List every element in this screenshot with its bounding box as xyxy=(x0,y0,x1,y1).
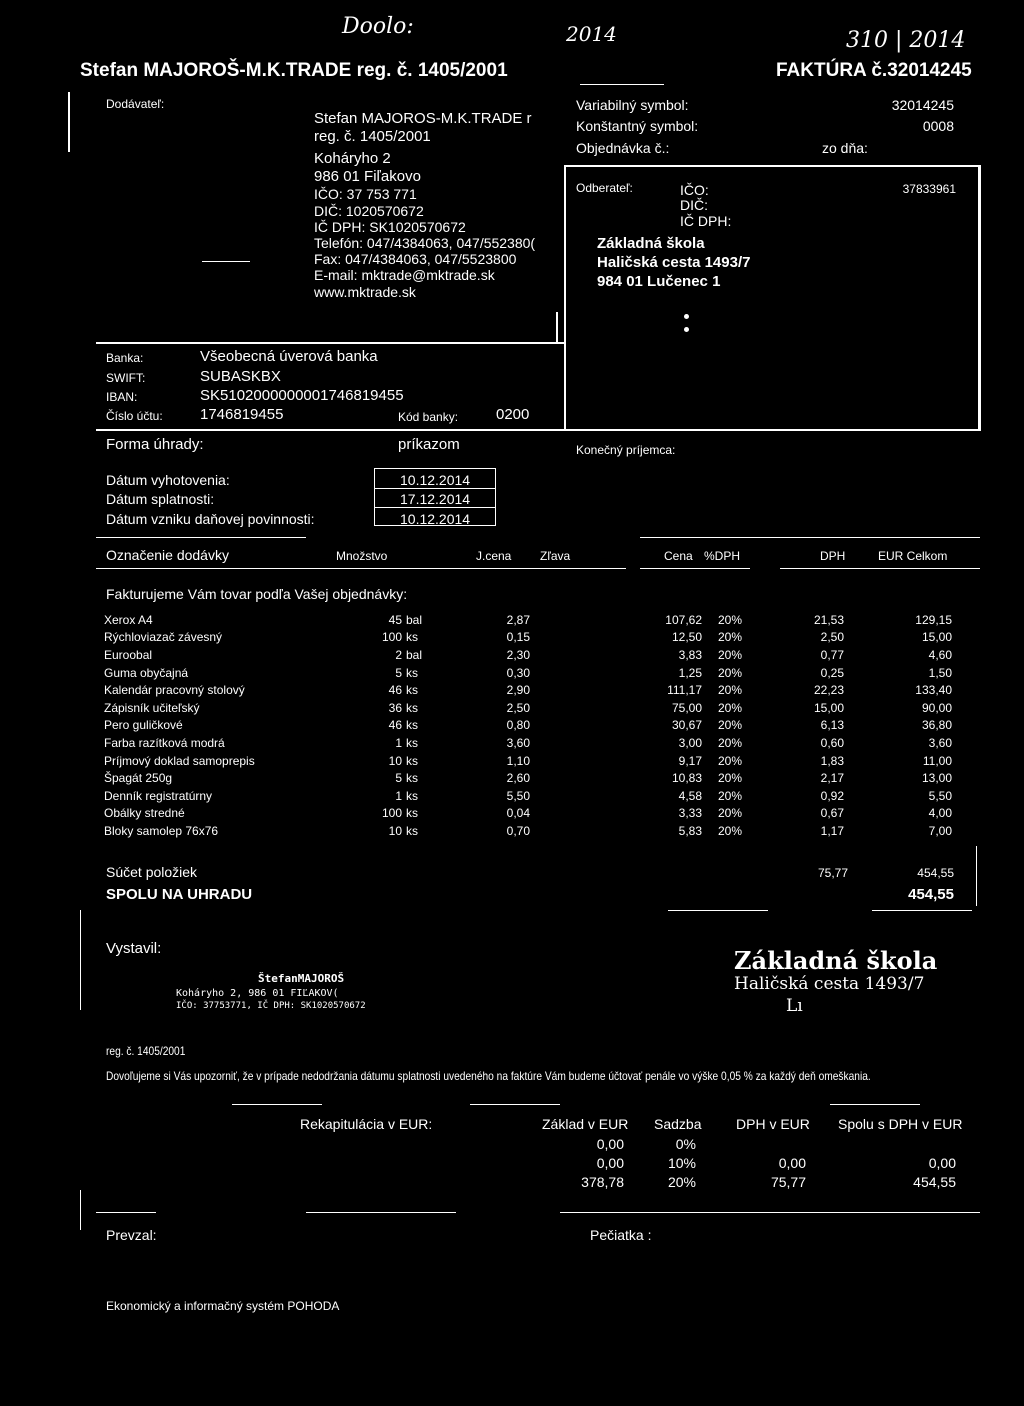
bank-code-value: 0200 xyxy=(496,406,530,423)
divider xyxy=(96,568,626,569)
items-total-vat: 75,77 xyxy=(817,866,848,880)
customer-name: Základná škola xyxy=(597,235,705,252)
supplier-email: E-mail: mktrade@mktrade.sk xyxy=(314,267,495,283)
divider xyxy=(470,1104,560,1105)
cell-name: Denník registratúrny xyxy=(104,788,213,803)
col-header-total: EUR Celkom xyxy=(878,549,948,563)
cell-dph: 2,50 xyxy=(820,630,844,645)
cell-qty: 46 xyxy=(388,718,402,733)
cell-vat: 20% xyxy=(717,771,742,786)
cell-name: Kalendár pracovný stolový xyxy=(104,683,245,698)
supplier-web: www.mktrade.sk xyxy=(314,284,416,300)
cell-qty: 5 xyxy=(395,771,402,786)
cell-name: Zápisník učiteľský xyxy=(104,700,200,715)
cell-total: 3,00 xyxy=(678,735,702,750)
iban-value: SK5102000000001746819455 xyxy=(200,387,404,404)
cell-price: 0,80 xyxy=(506,718,530,733)
issue-date-label: Dátum vyhotovenia: xyxy=(106,472,230,488)
cell-name: Príjmový doklad samoprepis xyxy=(104,753,255,768)
cell-vat: 20% xyxy=(717,665,742,680)
account-value: 1746819455 xyxy=(200,406,284,423)
cell-vat: 20% xyxy=(717,806,742,821)
divider xyxy=(640,537,980,538)
recap-rate: 10% xyxy=(667,1155,696,1171)
final-recipient-label: Konečný príjemca: xyxy=(576,443,676,457)
cell-price: 2,50 xyxy=(506,700,530,715)
due-date-label: Dátum splatnosti: xyxy=(106,491,215,507)
issuer-stamp xyxy=(176,972,366,1011)
bank-code-label: Kód banky: xyxy=(398,410,459,424)
recap-dph: 75,77 xyxy=(770,1174,806,1190)
divider xyxy=(202,261,250,262)
cell-qty: 1 xyxy=(395,788,402,803)
cell-price: 0,70 xyxy=(506,823,530,838)
cell-dph: 22,23 xyxy=(813,683,844,698)
cell-vat: 20% xyxy=(717,683,742,698)
table-row xyxy=(104,681,952,699)
table-row xyxy=(104,629,952,647)
cell-sum: 7,00 xyxy=(928,823,952,838)
divider xyxy=(560,1212,980,1213)
cell-unit: ks xyxy=(406,718,418,733)
handwritten-number: 310 | 2014 xyxy=(846,28,966,53)
recap-total: 0,00 xyxy=(928,1155,956,1171)
due-date-value: 17.12.2014 xyxy=(400,491,471,507)
school-stamp-street: Haličská cesta 1493/7 xyxy=(734,974,925,994)
issued-by-label: Vystavil: xyxy=(106,940,162,957)
iban-label: IBAN: xyxy=(106,390,138,404)
issue-date-value: 10.12.2014 xyxy=(400,472,471,488)
company-title: Stefan MAJOROŠ-M.K.TRADE reg. č. 1405/2001 xyxy=(80,60,508,81)
cell-vat: 20% xyxy=(717,647,742,662)
issuer-stamp-address: Koháryho 2, 986 01 FIĽAKOV( xyxy=(176,988,339,999)
cell-price: 0,04 xyxy=(506,806,530,821)
cell-sum: 4,60 xyxy=(928,647,952,662)
constant-symbol-value: 0008 xyxy=(922,118,954,134)
table-row xyxy=(104,752,952,770)
bank-box-bottom xyxy=(96,429,981,431)
cell-qty: 10 xyxy=(388,823,402,838)
school-stamp-city: Lı xyxy=(786,996,803,1016)
cell-total: 3,33 xyxy=(678,806,702,821)
cell-name: Farba razítková modrá xyxy=(104,735,225,750)
table-row xyxy=(104,805,952,823)
supplier-name: Stefan MAJOROS-M.K.TRADE r xyxy=(314,110,532,127)
order-label: Objednávka č.: xyxy=(576,140,670,156)
cell-sum: 13,00 xyxy=(921,771,952,786)
cell-vat: 20% xyxy=(717,753,742,768)
divider xyxy=(80,910,81,1010)
table-row xyxy=(104,822,952,840)
cell-qty: 100 xyxy=(381,806,402,821)
recap-base: 0,00 xyxy=(596,1155,624,1171)
table-row xyxy=(104,611,952,629)
cell-vat: 20% xyxy=(717,718,742,733)
cell-sum: 5,50 xyxy=(928,788,952,803)
cell-vat: 20% xyxy=(717,823,742,838)
cell-qty: 100 xyxy=(381,630,402,645)
cell-sum: 90,00 xyxy=(921,700,952,715)
divider xyxy=(780,568,980,569)
col-header-vat-rate: %DPH xyxy=(704,549,741,563)
customer-ico-label: IČO: xyxy=(680,182,709,198)
cell-dph: 6,13 xyxy=(820,718,844,733)
col-header-unit-price: J.cena xyxy=(476,549,512,563)
customer-dic-label: DIČ: xyxy=(680,197,708,213)
recap-header-base: Základ v EUR xyxy=(542,1116,629,1132)
divider xyxy=(374,488,496,489)
cell-total: 4,58 xyxy=(678,788,702,803)
customer-box xyxy=(564,165,980,431)
supplier-dic: DIČ: 1020570672 xyxy=(314,203,424,219)
bank-box-top xyxy=(96,342,566,344)
recap-total: 454,55 xyxy=(913,1174,956,1190)
table-row xyxy=(104,769,952,787)
cell-unit: ks xyxy=(406,630,418,645)
customer-icdph-label: IČ DPH: xyxy=(680,213,732,229)
cell-price: 3,60 xyxy=(506,735,530,750)
supplier-reg: reg. č. 1405/2001 xyxy=(314,128,431,145)
supplier-icdph: IČ DPH: SK1020570672 xyxy=(314,219,466,235)
payment-form-value: príkazom xyxy=(398,436,460,453)
col-header-qty: Množstvo xyxy=(336,549,388,563)
recap-header-rate: Sadzba xyxy=(654,1116,702,1132)
cell-unit: ks xyxy=(406,665,418,680)
divider xyxy=(80,1190,81,1230)
cell-qty: 45 xyxy=(388,612,402,627)
cell-name: Pero guličkové xyxy=(104,718,183,733)
cell-total: 107,62 xyxy=(665,612,702,627)
cell-sum: 15,00 xyxy=(921,630,952,645)
cell-price: 0,15 xyxy=(506,630,530,645)
recap-header-vat: DPH v EUR xyxy=(736,1116,810,1132)
school-stamp-name: Základná škola xyxy=(734,946,938,975)
cell-qty: 2 xyxy=(395,647,402,662)
customer-box-edge xyxy=(978,165,981,429)
col-header-item: Označenie dodávky xyxy=(106,547,229,563)
payment-form-label: Forma úhrady: xyxy=(106,436,204,453)
customer-label: Odberateľ: xyxy=(576,181,633,195)
recap-dph: 0,00 xyxy=(778,1155,806,1171)
account-label: Číslo účtu: xyxy=(106,409,163,423)
total-to-pay-label: SPOLU NA UHRADU xyxy=(106,886,253,903)
cell-qty: 5 xyxy=(395,665,402,680)
cell-unit: ks xyxy=(406,823,418,838)
cell-total: 9,17 xyxy=(678,753,702,768)
invoice-title: FAKTÚRA č.32014245 xyxy=(776,60,972,81)
cell-price: 5,50 xyxy=(506,788,530,803)
received-label: Prevzal: xyxy=(106,1227,157,1243)
cell-total: 75,00 xyxy=(671,700,702,715)
bank-value: Všeobecná úverová banka xyxy=(200,348,378,365)
tax-date-value: 10.12.2014 xyxy=(400,511,471,527)
supplier-ico: IČO: 37 753 771 xyxy=(314,186,417,202)
cell-name: Guma obyčajná xyxy=(104,665,189,680)
table-row xyxy=(104,717,952,735)
variable-symbol-value: 32014245 xyxy=(891,97,954,113)
items-total-sum: 454,55 xyxy=(917,866,954,880)
items-intro: Fakturujeme Vám tovar podľa Vašej objednávky: xyxy=(106,586,408,602)
table-row xyxy=(104,664,952,682)
variable-symbol-label: Variabilný symbol: xyxy=(576,97,689,113)
cell-dph: 1,17 xyxy=(820,823,844,838)
constant-symbol-label: Konštantný symbol: xyxy=(576,118,699,134)
col-header-vat: DPH xyxy=(820,549,846,563)
cell-price: 0,30 xyxy=(506,665,530,680)
supplier-city: 986 01 Fiľakovo xyxy=(314,168,421,185)
cell-sum: 1,50 xyxy=(928,665,952,680)
order-date-label: zo dňa: xyxy=(822,140,868,156)
cell-sum: 36,80 xyxy=(921,718,952,733)
table-row xyxy=(104,646,952,664)
cell-unit: bal xyxy=(406,612,423,627)
cell-unit: ks xyxy=(406,771,418,786)
stamp-label: Pečiatka : xyxy=(590,1227,652,1243)
divider xyxy=(96,1212,156,1213)
divider xyxy=(580,84,664,85)
cell-vat: 20% xyxy=(717,735,742,750)
footer-notice: Dovoľujeme si Vás upozorniť, že v prípade nedodržania dátumu splatnosti uvedeného na faktúre Vám budeme účtovať penále vo výške 0,05 % za každý deň omeškania. xyxy=(106,1069,871,1083)
divider xyxy=(96,537,306,538)
cell-name: Bloky samolep 76x76 xyxy=(104,823,219,838)
cell-unit: ks xyxy=(406,700,418,715)
divider xyxy=(640,568,750,569)
cell-dph: 0,92 xyxy=(820,788,844,803)
divider xyxy=(668,910,768,911)
total-to-pay-value: 454,55 xyxy=(908,886,954,903)
cell-unit: ks xyxy=(406,806,418,821)
cell-vat: 20% xyxy=(717,700,742,715)
cell-sum: 11,00 xyxy=(922,753,952,768)
cell-unit: ks xyxy=(406,683,418,698)
dot-mark xyxy=(684,327,689,332)
cell-price: 2,90 xyxy=(506,683,530,698)
customer-city: 984 01 Lučenec 1 xyxy=(597,273,721,290)
cell-unit: ks xyxy=(406,735,418,750)
cell-total: 12,50 xyxy=(671,630,702,645)
customer-ico-value: 37833961 xyxy=(902,182,956,196)
cell-price: 2,87 xyxy=(506,612,530,627)
cell-total: 5,83 xyxy=(678,823,702,838)
cell-price: 2,60 xyxy=(506,771,530,786)
cell-unit: ks xyxy=(406,753,418,768)
recap-rate: 0% xyxy=(675,1136,696,1152)
table-row xyxy=(104,734,952,752)
cell-vat: 20% xyxy=(717,788,742,803)
col-header-price: Cena xyxy=(664,549,693,563)
table-row xyxy=(104,699,952,717)
cell-sum: 4,00 xyxy=(928,806,952,821)
items-table xyxy=(104,611,952,840)
cell-dph: 0,60 xyxy=(820,735,844,750)
col-header-discount: Zľava xyxy=(540,549,571,563)
recap-base: 378,78 xyxy=(581,1174,624,1190)
dot-mark xyxy=(684,314,689,319)
issuer-stamp-ids: IČO: 37753771, IČ DPH: SK1020570672 xyxy=(176,1001,366,1011)
cell-dph: 1,83 xyxy=(820,753,844,768)
system-label: Ekonomický a informačný systém POHODA xyxy=(106,1299,340,1313)
cell-price: 2,30 xyxy=(506,647,530,662)
cell-sum: 133,40 xyxy=(915,683,952,698)
cell-total: 30,67 xyxy=(671,718,702,733)
supplier-label: Dodávateľ: xyxy=(106,97,165,111)
handwritten-year: 2014 xyxy=(566,22,617,46)
bank-label: Banka: xyxy=(106,351,144,365)
handwritten-note: Doolo: xyxy=(342,14,414,39)
cell-dph: 0,25 xyxy=(820,665,844,680)
bracket-line xyxy=(68,92,70,152)
cell-qty: 1 xyxy=(395,735,402,750)
divider xyxy=(830,1104,920,1105)
tax-date-label: Dátum vzniku daňovej povinnosti: xyxy=(106,511,315,527)
recap-label: Rekapitulácia v EUR: xyxy=(300,1116,433,1132)
supplier-fax: Fax: 047/4384063, 047/5523800 xyxy=(314,251,517,267)
cell-unit: ks xyxy=(406,788,418,803)
recap-header-total: Spolu s DPH v EUR xyxy=(838,1116,963,1132)
cell-qty: 36 xyxy=(388,700,402,715)
cell-name: Xerox A4 xyxy=(104,612,153,627)
cell-vat: 20% xyxy=(717,630,742,645)
supplier-phone: Telefón: 047/4384063, 047/552380( xyxy=(314,235,536,251)
supplier-street: Koháryho 2 xyxy=(314,150,391,167)
footer-reg: reg. č. 1405/2001 xyxy=(106,1044,186,1058)
swift-value: SUBASKBX xyxy=(200,368,281,385)
table-row xyxy=(104,787,952,805)
divider xyxy=(232,1104,322,1105)
divider xyxy=(872,910,972,911)
cell-dph: 2,17 xyxy=(820,771,844,786)
cell-name: Euroobal xyxy=(104,647,153,662)
cell-total: 10,83 xyxy=(671,771,702,786)
cell-qty: 46 xyxy=(388,683,402,698)
items-total-label: Súčet položiek xyxy=(106,864,198,880)
cell-total: 1,25 xyxy=(678,665,702,680)
divider xyxy=(556,312,558,344)
customer-street: Haličská cesta 1493/7 xyxy=(597,254,751,271)
swift-label: SWIFT: xyxy=(106,371,146,385)
divider xyxy=(976,846,977,906)
cell-name: Obálky stredné xyxy=(104,806,185,821)
cell-total: 3,83 xyxy=(678,647,702,662)
cell-dph: 0,77 xyxy=(820,647,844,662)
divider xyxy=(374,507,496,508)
cell-dph: 15,00 xyxy=(813,700,844,715)
cell-name: Rýchloviazač závesný xyxy=(104,630,223,645)
recap-rate: 20% xyxy=(667,1174,696,1190)
cell-total: 111,17 xyxy=(667,683,702,698)
cell-sum: 129,15 xyxy=(915,612,952,627)
cell-price: 1,10 xyxy=(506,753,530,768)
issuer-stamp-name: ŠtefanMAJOROŠ xyxy=(258,972,345,985)
cell-dph: 0,67 xyxy=(820,806,844,821)
divider xyxy=(306,1212,456,1213)
cell-dph: 21,53 xyxy=(813,612,844,627)
cell-unit: bal xyxy=(406,647,423,662)
cell-vat: 20% xyxy=(717,612,742,627)
cell-qty: 10 xyxy=(388,753,402,768)
recap-base: 0,00 xyxy=(596,1136,624,1152)
cell-name: Špagát 250g xyxy=(104,771,173,786)
cell-sum: 3,60 xyxy=(928,735,952,750)
